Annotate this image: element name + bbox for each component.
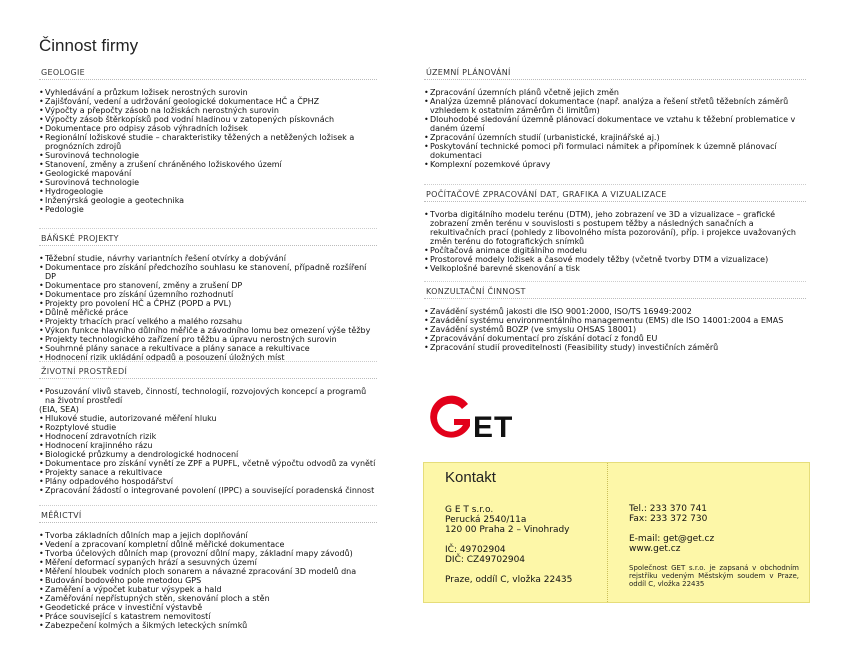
section-divider	[424, 79, 806, 80]
section-divider	[424, 298, 806, 299]
register-short: Praze, oddíl C, vložka 22435	[445, 575, 573, 585]
item-list	[39, 88, 377, 214]
section-geologie	[39, 68, 377, 214]
section-divider	[424, 184, 806, 185]
list-item: • Biologické průzkumy a dendrologické hodnocení	[39, 450, 377, 459]
list-item: • Projekty pro povolení HČ a ČPHZ (POPD a PVL)	[39, 299, 377, 308]
dic-number: DIČ: CZ49702904	[445, 555, 526, 565]
list-item: • Zpracování studií proveditelnosti (Feasibility study) investičních záměrů	[424, 343, 806, 352]
list-item: • Hodnocení rizik ukládání odpadů a posouzení úložných míst	[39, 353, 377, 362]
item-list	[39, 387, 377, 495]
list-item: • Hydrogeologie	[39, 187, 377, 196]
list-item: • Plány odpadového hospodářství	[39, 477, 377, 486]
list-item: • Projekty sanace a rekultivace	[39, 468, 377, 477]
contact-box	[423, 462, 810, 603]
list-item: • Hodnocení zdravotních rizik	[39, 432, 377, 441]
list-item: • Projekty trhacích prací velkého a malého rozsahu	[39, 317, 377, 326]
section-banske-projekty	[39, 228, 377, 362]
list-item: • Dokumentace pro získání územního rozhodnutí	[39, 290, 377, 299]
item-list	[424, 307, 806, 352]
section-pocitacove-zpracovani	[424, 184, 806, 273]
logo-letter-t: T	[494, 411, 513, 444]
list-item: • Prostorové modely ložisek a časové modely těžby (včetně tvorby DTM a vizualizace)	[424, 255, 806, 264]
list-item: • Budování bodového pole metodou GPS	[39, 576, 377, 585]
list-item: • Zpracování územních studií (urbanistické, krajinářské aj.)	[424, 133, 806, 142]
list-item: • Dlouhodobé sledování územně plánovací dokumentace ve vztahu k těžební problematice v daném území	[424, 115, 806, 133]
list-item: • Geodetické práce v investiční výstavbě	[39, 603, 377, 612]
list-item: • Analýza územně plánovací dokumentace (např. analýza a řešení střetů těžebních záměrů vzhledem k ostatním záměrům či limitům)	[424, 97, 806, 115]
section-title: POČÍTAČOVÉ ZPRACOVÁNÍ DAT, GRAFIKA A VIZUALIZACE	[426, 190, 667, 199]
list-item: • Komplexní pozemkové úpravy	[424, 160, 806, 169]
list-item: • Zpracování územních plánů včetně jejich změn	[424, 88, 806, 97]
list-item: • Surovinová technologie	[39, 178, 377, 187]
logo-g-mark	[430, 396, 470, 438]
list-item: • Výkon funkce hlavního důlního měřiče a závodního lomu bez omezení výše těžby	[39, 326, 377, 335]
list-item: • Výpočty a přepočty zásob na ložiskách nerostných surovin	[39, 106, 377, 115]
list-item: • Tvorba digitálního modelu terénu (DTM), jeho zobrazení ve 3D a vizualizace – grafické zobrazení změn terénu v souvislosti s postupem těžby a následných sanačních a rekultivačních prací (pohledy z libovolného místa pozorování), příp. i projekce uvažovaných změn terénu do fotografických snímků	[424, 210, 806, 246]
section-title: KONZULTAČNÍ ČINNOST	[426, 287, 526, 296]
contact-details	[629, 504, 799, 588]
section-divider	[39, 505, 377, 506]
section-konzultacni-cinnost	[424, 281, 806, 352]
email-link[interactable]: E-mail: get@get.cz	[629, 534, 715, 544]
list-item: • Vyhledávání a průzkum ložisek nerostných surovin	[39, 88, 377, 97]
list-item: • Zaměření a výpočet kubatur výsypek a hald	[39, 585, 377, 594]
section-divider	[39, 79, 377, 80]
list-item: • Surovinová technologie	[39, 151, 377, 160]
section-divider	[424, 281, 806, 282]
list-item: • Souhrnné plány sanace a rekultivace a plány sanace a rekultivace	[39, 344, 377, 353]
section-title: GEOLOGIE	[41, 68, 86, 77]
list-item: • Pedologie	[39, 205, 377, 214]
list-item: • Inženýrská geologie a geotechnika	[39, 196, 377, 205]
page-title: Činnost firmy	[39, 36, 139, 55]
list-item: • Měření hloubek vodních ploch sonarem a návazné zpracování 3D modelů dna	[39, 567, 377, 576]
section-divider	[39, 228, 377, 229]
list-item: • Poskytování technické pomoci při formulaci námitek a připomínek k územně plánovací dokumentaci	[424, 142, 806, 160]
get-logo	[424, 390, 524, 445]
list-item: • Dokumentace pro stanovení, změny a zrušení DP	[39, 281, 377, 290]
list-item: • Tvorba základních důlních map a jejich doplňování	[39, 531, 377, 540]
register-note: Společnost GET s.r.o. je zapsaná v obchodním rejstříku vedeným Městským soudem v Praze, oddíl C, vložka 22435	[629, 564, 799, 588]
list-item: (EIA, SEA)	[39, 405, 79, 414]
list-item: • Zajišťování, vedení a udržování geologické dokumentace HČ a ČPHZ	[39, 97, 377, 106]
city: 120 00 Praha 2 – Vinohrady	[445, 525, 570, 535]
company-name: G E T s.r.o.	[445, 505, 494, 515]
list-item: • Zpracování žádostí o integrované povolení (IPPC) a související poradenská činnost	[39, 486, 377, 495]
list-item: • Důlně měřické práce	[39, 308, 377, 317]
list-item: • Zpracovávání dokumentací pro získání dotací z fondů EU	[424, 334, 806, 343]
logo-letter-e: E	[473, 411, 494, 444]
list-item: • Dokumentace pro odpisy zásob výhradních ložisek	[39, 124, 377, 133]
item-list	[424, 88, 806, 169]
list-item: • Zabezpečení kolmých a šikmých leteckých snímků	[39, 621, 377, 630]
contact-address	[445, 505, 605, 585]
list-item: • Velkoplošné barevné skenování a tisk	[424, 264, 806, 273]
ic-number: IČ: 49702904	[445, 545, 506, 555]
section-title: BÁŇSKÉ PROJEKTY	[41, 234, 119, 243]
list-item: • Zavádění systémů jakosti dle ISO 9001:2000, ISO/TS 16949:2002	[424, 307, 806, 316]
section-title: MĚŘICTVÍ	[41, 511, 82, 520]
section-title: ÚZEMNÍ PLÁNOVÁNÍ	[426, 68, 511, 77]
list-item: • Hlukové studie, autorizované měření hluku	[39, 414, 377, 423]
section-uzemni-planovani	[424, 68, 806, 169]
section-divider	[39, 361, 377, 362]
list-item: • Posuzování vlivů staveb, činností, technologií, rozvojových koncepcí a programů na životní prostředí	[39, 387, 377, 405]
list-item: • Dokumentace pro získání předchozího souhlasu ke stanovení, případně rozšíření DP	[39, 263, 377, 281]
section-divider	[424, 201, 806, 202]
section-merictvi	[39, 505, 377, 630]
list-item: • Tvorba účelových důlních map (provozní důlní mapy, základní mapy závodů)	[39, 549, 377, 558]
section-divider	[39, 522, 377, 523]
section-title: ŽIVOTNÍ PROSTŘEDÍ	[41, 367, 128, 376]
section-divider	[39, 245, 377, 246]
list-item: • Vedení a zpracovaní kompletní důlně měřické dokumentace	[39, 540, 377, 549]
item-list	[424, 210, 806, 273]
street: Perucká 2540/11a	[445, 515, 527, 525]
list-item: • Dokumentace pro získání vynětí ze ZPF a PUPFL, včetně výpočtu odvodů za vynětí	[39, 459, 377, 468]
list-item: • Rozptylové studie	[39, 423, 377, 432]
list-item: • Zavádění systému environmentálního managementu (EMS) dle ISO 14001:2004 a EMAS	[424, 316, 806, 325]
list-item: • Měření deformací sypaných hrází a sesuvných území	[39, 558, 377, 567]
fax: Fax: 233 372 730	[629, 514, 708, 524]
contact-divider	[607, 463, 608, 602]
list-item: • Hodnocení krajinného rázu	[39, 441, 377, 450]
list-item: • Regionální ložiskové studie – charakteristiky těžených a netěžených ložisek a prognózních zdrojů	[39, 133, 377, 151]
phone: Tel.: 233 370 741	[629, 504, 708, 514]
list-item: • Těžební studie, návrhy variantních řešení otvírky a dobývání	[39, 254, 377, 263]
item-list	[39, 254, 377, 362]
list-item: • Počítačová animace digitálního modelu	[424, 246, 806, 255]
section-zivotni-prostredi	[39, 361, 377, 495]
web-link[interactable]: www.get.cz	[629, 544, 681, 554]
item-list	[39, 531, 377, 630]
list-item: • Zavádění systémů BOZP (ve smyslu OHSAS 18001)	[424, 325, 806, 334]
list-item: • Práce související s katastrem nemovitostí	[39, 612, 377, 621]
contact-title: Kontakt	[445, 469, 496, 486]
section-divider	[39, 378, 377, 379]
list-item: • Stanovení, změny a zrušení chráněného ložiskového území	[39, 160, 377, 169]
list-item: • Projekty technologického zařízení pro těžbu a úpravu nerostných surovin	[39, 335, 377, 344]
list-item: • Výpočty zásob štěrkopísků pod vodní hladinou v zatopených pískovnách	[39, 115, 377, 124]
list-item: • Geologické mapování	[39, 169, 377, 178]
list-item: • Zaměřování nepřístupných stěn, skenování ploch a stěn	[39, 594, 377, 603]
